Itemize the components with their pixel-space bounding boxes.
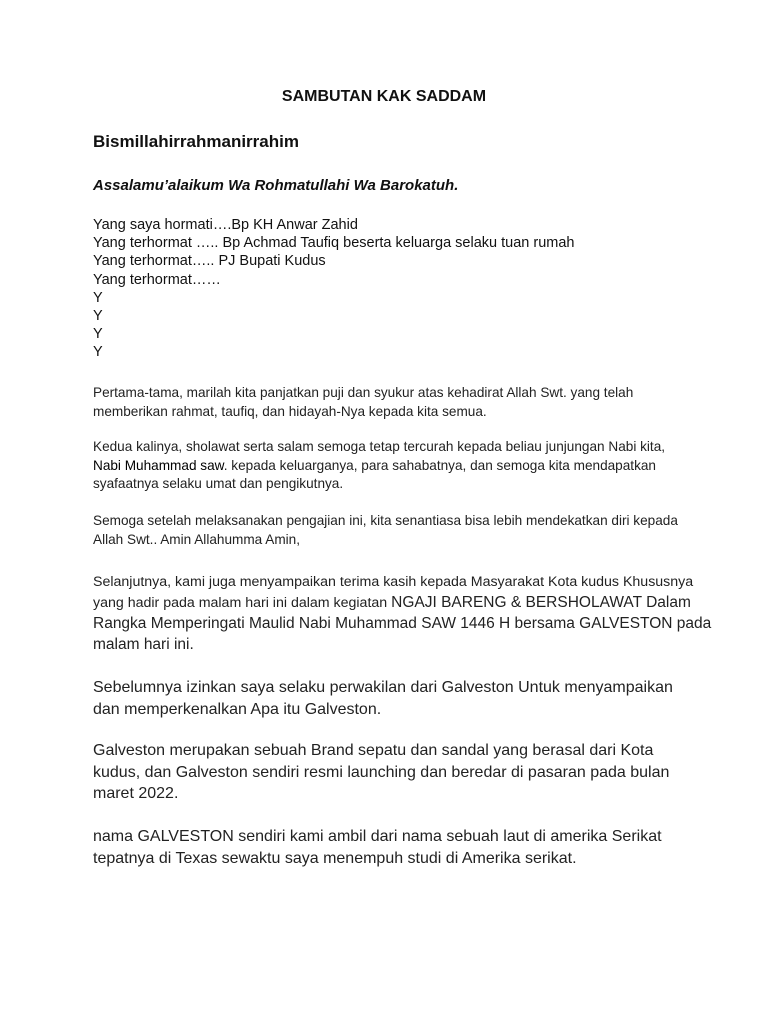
paragraph-2 [93, 438, 693, 494]
greeting-line: Yang terhormat….. PJ Bupati Kudus [93, 253, 326, 270]
paragraph-1: Pertama-tama, marilah kita panjatkan puji dan syukur atas kehadirat Allah Swt. yang telah memberikan rahmat, taufiq, dan hidayah-Nya kepada kita semua. [93, 385, 634, 419]
paragraph-2-highlight: Nabi Muhammad saw [93, 457, 224, 473]
paragraph-4-text: Selanjutnya, kami juga menyampaikan terima kasih kepada Masyarakat Kota kudus Khususnya yang hadir pada malam hari ini dalam kegiatan [93, 574, 694, 611]
greeting-line: Y [93, 326, 103, 343]
paragraph-6: Galveston merupakan sebuah Brand sepatu dan sandal yang berasal dari Kota kudus, dan Galveston sendiri resmi launching dan beredar di pasaran pada bulan maret 2022. [93, 742, 670, 802]
greeting-line: Yang terhormat…… [93, 271, 221, 288]
document-title: SAMBUTAN KAK SADDAM [281, 88, 487, 105]
paragraph-2-text: Kedua kalinya, sholawat serta salam semoga tetap tercurah kepada beliau junjungan Nabi kita, [93, 439, 666, 454]
salam-greeting: Assalamu’alaikum Wa Rohmatullahi Wa Barokatuh. [93, 177, 459, 194]
greeting-line: Y [93, 289, 103, 306]
greetings-list [93, 216, 574, 362]
paragraph-3: Semoga setelah melaksanakan pengajian ini, kita senantiasa bisa lebih mendekatkan diri kepada Allah Swt.. Amin Allahumma Amin, [93, 513, 678, 547]
greeting-line: Y [93, 308, 103, 325]
bismillah-heading: Bismillahirrahmanirrahim [93, 132, 299, 151]
paragraph-4 [93, 572, 713, 655]
paragraph-7: nama GALVESTON sendiri kami ambil dari nama sebuah laut di amerika Serikat tepatnya di Texas sewaktu saya menempuh studi di Amerika serikat. [93, 828, 662, 867]
greeting-line: Yang terhormat ….. Bp Achmad Taufiq beserta keluarga selaku tuan rumah [93, 235, 575, 252]
paragraph-5: Sebelumnya izinkan saya selaku perwakilan dari Galveston Untuk menyampaikan dan memperkenalkan Apa itu Galveston. [93, 679, 673, 718]
paragraph-4-event: NGAJI BARENG & BERSHOLAWAT Dalam Rangka Memperingati Maulid Nabi Muhammad SAW 1446 H bersama GALVESTON pada malam hari ini. [93, 594, 712, 653]
paragraph-2-text-end: . kepada keluarganya, para sahabatnya, dan semoga kita mendapatkan syafaatnya selaku umat dan pengikutnya. [93, 457, 656, 491]
greeting-line: Y [93, 344, 103, 361]
greeting-line: Yang saya hormati….Bp KH Anwar Zahid [93, 217, 358, 233]
